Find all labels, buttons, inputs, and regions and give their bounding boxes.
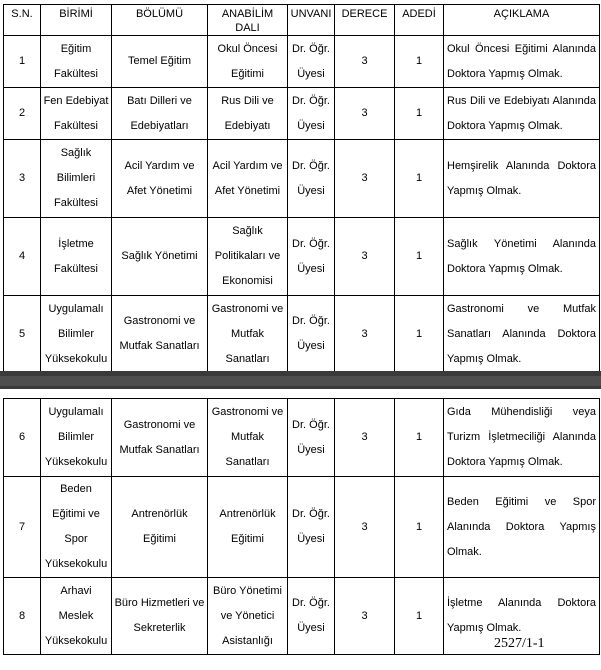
cell-anabilim: Gastronomi ve Mutfak Sanatları	[208, 296, 288, 373]
cell-bolumu: Acil Yardım ve Afet Yönetimi	[112, 140, 208, 218]
cell-unvani: Dr. Öğr. Üyesi	[288, 578, 335, 655]
cell-bolumu: Sağlık Yönetimi	[112, 218, 208, 296]
page-break-band-inner	[0, 376, 601, 386]
cell-birimi: Fen Edebiyat Fakültesi	[41, 88, 112, 140]
cell-sn: 6	[4, 399, 41, 477]
cell-unvani: Dr. Öğr. Üyesi	[288, 140, 335, 218]
cell-birimi: Sağlık Bilimleri Fakültesi	[41, 140, 112, 218]
cell-derece: 3	[335, 88, 395, 140]
cell-aciklama: Beden Eğitimi ve Spor Alanında Doktora Yapmış Olmak.	[444, 477, 600, 578]
cell-adedi: 1	[395, 296, 444, 373]
cell-anabilim: Okul Öncesi Eğitimi	[208, 36, 288, 88]
cell-anabilim: Gastronomi ve Mutfak Sanatları	[208, 399, 288, 477]
cell-sn: 4	[4, 218, 41, 296]
cell-bolumu: Antrenörlük Eğitimi	[112, 477, 208, 578]
cell-sn: 8	[4, 578, 41, 655]
cell-bolumu: Batı Dilleri ve Edebiyatları	[112, 88, 208, 140]
cell-sn: 3	[4, 140, 41, 218]
cell-adedi: 1	[395, 36, 444, 88]
cell-anabilim: Antrenörlük Eğitimi	[208, 477, 288, 578]
cell-sn: 7	[4, 477, 41, 578]
header-unvani: UNVANI	[288, 5, 335, 36]
cell-birimi: Beden Eğitimi ve Spor Yüksekokulu	[41, 477, 112, 578]
cell-adedi: 1	[395, 399, 444, 477]
cell-birimi: Eğitim Fakültesi	[41, 36, 112, 88]
table-row	[4, 399, 600, 477]
cell-derece: 3	[335, 578, 395, 655]
table-row	[4, 218, 600, 296]
cell-birimi: Arhavi Meslek Yüksekokulu	[41, 578, 112, 655]
cell-bolumu: Gastronomi ve Mutfak Sanatları	[112, 296, 208, 373]
table-row	[4, 140, 600, 218]
positions-table-bottom	[3, 398, 600, 655]
cell-unvani: Dr. Öğr. Üyesi	[288, 477, 335, 578]
header-derece: DERECE	[335, 5, 395, 36]
cell-derece: 3	[335, 296, 395, 373]
cell-derece: 3	[335, 140, 395, 218]
table-row	[4, 88, 600, 140]
cell-unvani: Dr. Öğr. Üyesi	[288, 36, 335, 88]
cell-unvani: Dr. Öğr. Üyesi	[288, 296, 335, 373]
cell-derece: 3	[335, 36, 395, 88]
cell-derece: 3	[335, 477, 395, 578]
cell-anabilim: Büro Yönetimi ve Yönetici Asistanlığı	[208, 578, 288, 655]
cell-adedi: 1	[395, 88, 444, 140]
cell-anabilim: Sağlık Politikaları ve Ekonomisi	[208, 218, 288, 296]
cell-anabilim: Rus Dili ve Edebiyatı	[208, 88, 288, 140]
cell-anabilim: Acil Yardım ve Afet Yönetimi	[208, 140, 288, 218]
cell-adedi: 1	[395, 218, 444, 296]
header-adedi: ADEDİ	[395, 5, 444, 36]
cell-unvani: Dr. Öğr. Üyesi	[288, 88, 335, 140]
cell-aciklama: Rus Dili ve Edebiyatı Alanında Doktora Yapmış Olmak.	[444, 88, 600, 140]
cell-aciklama: İşletme Alanında Doktora Yapmış Olmak.	[444, 578, 600, 655]
header-bolumu: BÖLÜMÜ	[112, 5, 208, 36]
cell-sn: 1	[4, 36, 41, 88]
cell-sn: 2	[4, 88, 41, 140]
header-sn: S.N.	[4, 5, 41, 36]
cell-aciklama: Hemşirelik Alanında Doktora Yapmış Olmak.	[444, 140, 600, 218]
cell-unvani: Dr. Öğr. Üyesi	[288, 399, 335, 477]
cell-aciklama: Sağlık Yönetimi Alanında Doktora Yapmış Olmak.	[444, 218, 600, 296]
table-row	[4, 36, 600, 88]
positions-table-top	[3, 4, 600, 373]
cell-bolumu: Büro Hizmetleri ve Sekreterlik	[112, 578, 208, 655]
cell-adedi: 1	[395, 477, 444, 578]
cell-birimi: İşletme Fakültesi	[41, 218, 112, 296]
cell-sn: 5	[4, 296, 41, 373]
header-row	[4, 5, 600, 36]
cell-adedi: 1	[395, 140, 444, 218]
header-birimi: BİRİMİ	[41, 5, 112, 36]
cell-bolumu: Gastronomi ve Mutfak Sanatları	[112, 399, 208, 477]
table-row	[4, 477, 600, 578]
cell-aciklama: Okul Öncesi Eğitimi Alanında Doktora Yapmış Olmak.	[444, 36, 600, 88]
cell-derece: 3	[335, 218, 395, 296]
cell-adedi: 1	[395, 578, 444, 655]
cell-aciklama: Gastronomi ve Mutfak Sanatları Alanında Doktora Yapmış Olmak.	[444, 296, 600, 373]
cell-unvani: Dr. Öğr. Üyesi	[288, 218, 335, 296]
cell-birimi: Uygulamalı Bilimler Yüksekokulu	[41, 399, 112, 477]
cell-aciklama: Gıda Mühendisliği veya Turizm İşletmeciliği Alanında Doktora Yapmış Olmak.	[444, 399, 600, 477]
table-row	[4, 296, 600, 373]
cell-bolumu: Temel Eğitim	[112, 36, 208, 88]
header-aciklama: AÇIKLAMA	[444, 5, 600, 36]
cell-birimi: Uygulamalı Bilimler Yüksekokulu	[41, 296, 112, 373]
cell-derece: 3	[335, 399, 395, 477]
header-anabilim: ANABİLİM DALI	[208, 5, 288, 36]
page-number: 2527/1-1	[494, 636, 545, 651]
